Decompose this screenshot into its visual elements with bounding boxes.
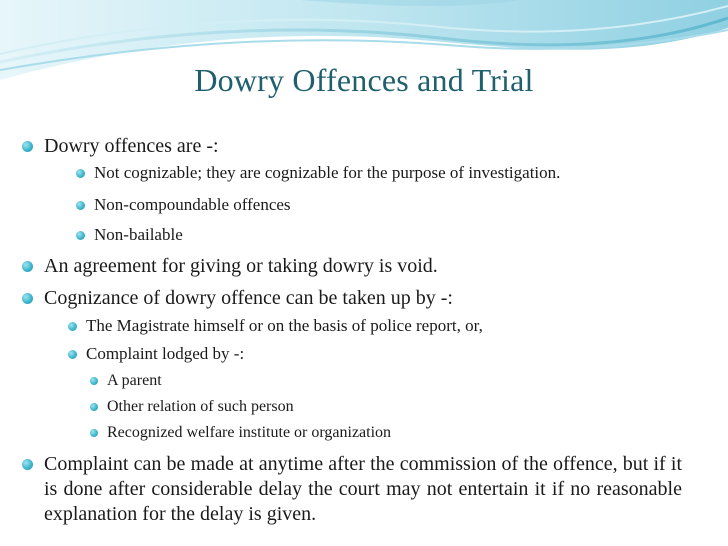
bullet-icon	[22, 459, 33, 470]
list-item	[90, 397, 690, 417]
list-item-text: Cognizance of dowry offence can be taken up by -:	[44, 287, 453, 309]
bullet-icon	[76, 231, 85, 240]
list-item	[68, 315, 708, 337]
list-item-text: Non-compoundable offences	[94, 195, 291, 214]
list-item	[90, 371, 690, 391]
list-item	[18, 254, 708, 278]
list-item-text: Non-bailable	[94, 225, 183, 244]
list-item-text: Other relation of such person	[107, 398, 294, 415]
bullet-icon	[90, 403, 98, 411]
bullet-icon	[76, 201, 85, 210]
list-item	[76, 162, 706, 184]
bullet-icon	[90, 377, 98, 385]
list-item-text: Recognized welfare institute or organization	[107, 424, 392, 441]
bullet-icon	[22, 293, 33, 304]
list-item-text: An agreement for giving or taking dowry is void.	[44, 255, 438, 277]
list-item	[76, 194, 706, 216]
list-item	[68, 343, 708, 365]
list-item	[18, 452, 682, 527]
bullet-icon	[68, 322, 77, 331]
bullet-icon	[22, 261, 33, 272]
list-item-text: The Magistrate himself or on the basis of police report, or,	[86, 316, 483, 335]
list-item	[18, 286, 708, 310]
list-item	[76, 224, 706, 246]
list-item-text: Complaint can be made at anytime after the commission of the offence, but if it is done after considerable delay the court may not entertain it if no reasonable explanation for the delay is given.	[44, 453, 682, 525]
slide-title: Dowry Offences and Trial	[194, 62, 534, 98]
list-item	[90, 423, 690, 443]
list-item-text: Not cognizable; they are cognizable for the purpose of investigation.	[94, 163, 561, 182]
bullet-icon	[90, 429, 98, 437]
list-item-text: A parent	[107, 372, 162, 389]
bullet-icon	[22, 141, 33, 152]
bullet-icon	[76, 169, 85, 178]
bullet-icon	[68, 350, 77, 359]
list-item-text: Dowry offences are -:	[44, 135, 219, 157]
list-item	[18, 134, 708, 158]
list-item-text: Complaint lodged by -:	[86, 344, 245, 363]
